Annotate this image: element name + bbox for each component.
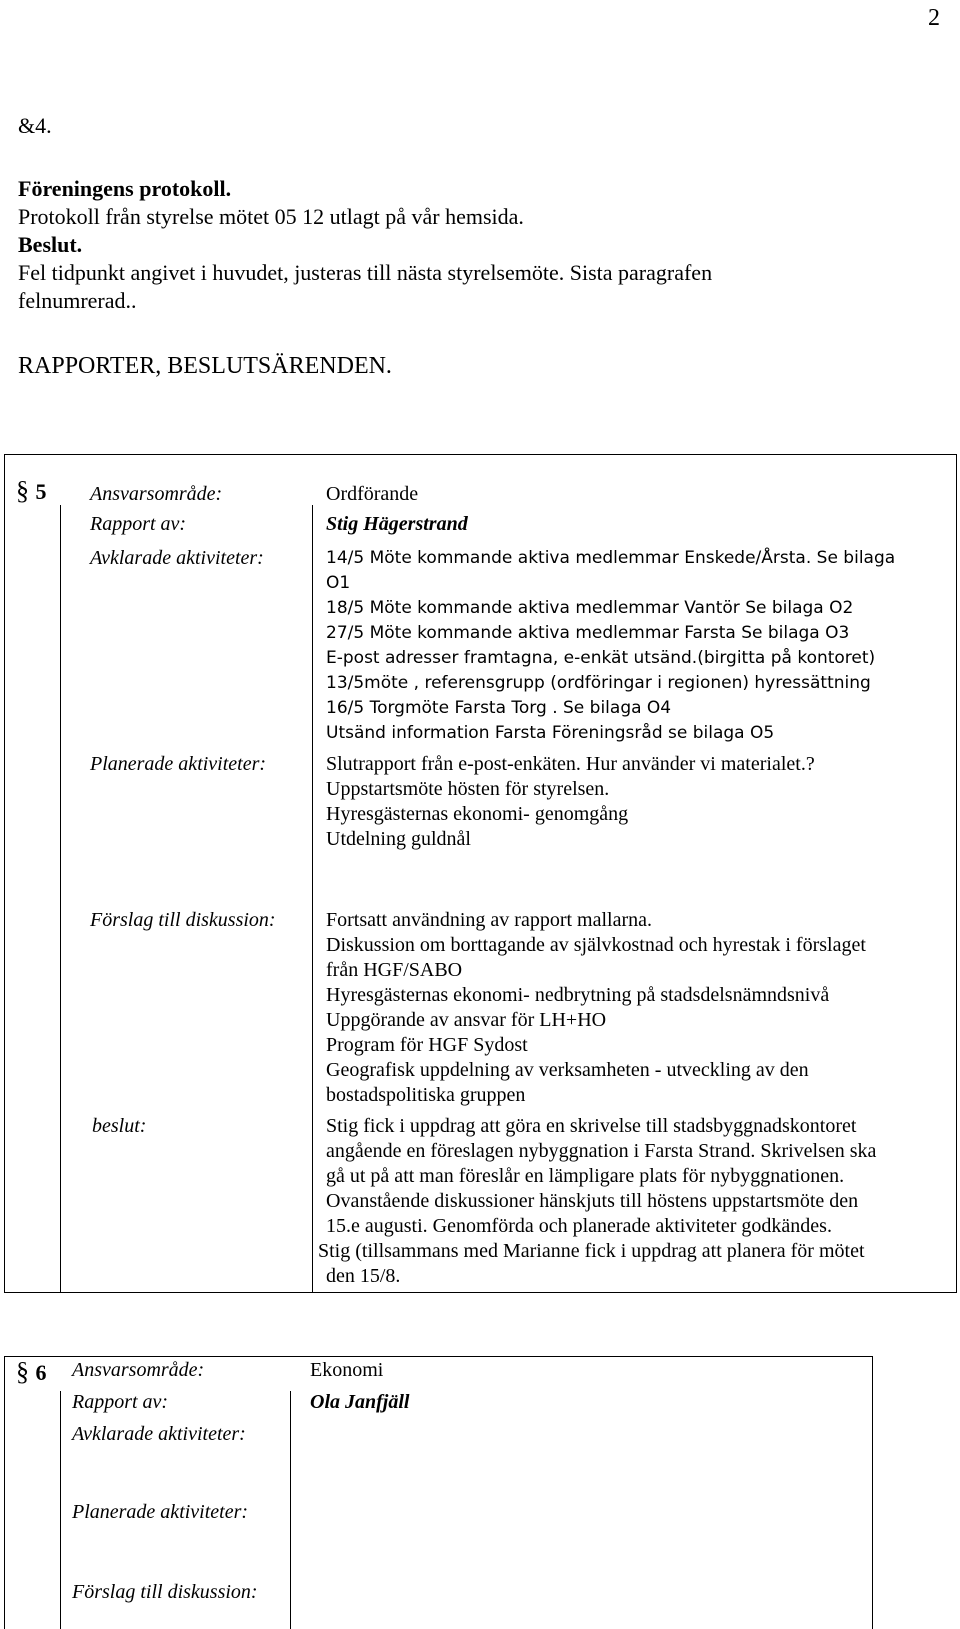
list-item: Fortsatt användning av rapport mallarna. bbox=[326, 909, 653, 931]
list-item: Hyresgästernas ekonomi- genomgång bbox=[326, 803, 629, 825]
planned-label: Planerade aktiviteter: bbox=[90, 753, 267, 775]
text-line: angående en föreslagen nybyggnation i Farsta Strand. Skrivelsen ska bbox=[326, 1140, 877, 1162]
list-item: 14/5 Möte kommande aktiva medlemmar Enskede/Årsta. Se bilaga bbox=[326, 548, 896, 568]
table-border bbox=[4, 1292, 956, 1293]
list-item: 27/5 Möte kommande aktiva medlemmar Farsta Se bilaga O3 bbox=[326, 623, 850, 643]
table-divider bbox=[312, 505, 313, 1293]
protocol-line: Fel tidpunkt angivet i huvudet, justeras till nästa styrelsemöte. Sista paragrafen bbox=[18, 260, 713, 285]
table-border bbox=[4, 454, 956, 455]
decision-label: beslut: bbox=[92, 1115, 147, 1137]
section-mark: &4. bbox=[18, 113, 52, 138]
page-number: 2 bbox=[928, 5, 940, 31]
list-item: Hyresgästernas ekonomi- nedbrytning på stadsdelsnämndsnivå bbox=[326, 984, 830, 1006]
list-item: Uppstartsmöte hösten för styrelsen. bbox=[326, 778, 610, 800]
list-item: Utdelning guldnål bbox=[326, 828, 471, 850]
list-item: Slutrapport från e-post-enkäten. Hur använder vi materialet.? bbox=[326, 753, 815, 775]
text-line: 15.e augusti. Genomförda och planerade aktiviteter godkändes. bbox=[326, 1215, 832, 1237]
table-border bbox=[956, 454, 957, 1293]
protocol-heading: Föreningens protokoll. bbox=[18, 176, 232, 201]
planned-label: Planerade aktiviteter: bbox=[72, 1501, 249, 1523]
paragraph-heading bbox=[16, 478, 47, 504]
text-line: Ovanstående diskussioner hänskjuts till höstens uppstartsmöte den bbox=[326, 1190, 859, 1212]
list-item: Diskussion om borttagande av självkostnad och hyrestak i förslaget bbox=[326, 934, 866, 956]
reports-heading: RAPPORTER, BESLUTSÄRENDEN. bbox=[18, 353, 392, 379]
table-divider bbox=[60, 505, 61, 1293]
list-item: bostadspolitiska gruppen bbox=[326, 1084, 526, 1106]
table-border bbox=[872, 1356, 873, 1629]
table-divider bbox=[290, 1391, 291, 1629]
paragraph-symbol: § bbox=[16, 476, 29, 505]
reporter-label: Rapport av: bbox=[72, 1391, 169, 1413]
done-label: Avklarade aktiviteter: bbox=[72, 1423, 246, 1445]
table-divider bbox=[60, 1391, 61, 1629]
text-line: Stig (tillsammans med Marianne fick i uppdrag att planera för mötet bbox=[318, 1240, 865, 1262]
protocol-line: Protokoll från styrelse mötet 05 12 utlagt på vår hemsida. bbox=[18, 204, 524, 229]
table-border bbox=[4, 1356, 872, 1357]
list-item: 13/5möte , referensgrupp (ordföringar i regionen) hyressättning bbox=[326, 673, 871, 693]
paragraph-heading bbox=[16, 1359, 47, 1385]
list-item: från HGF/SABO bbox=[326, 959, 463, 981]
protocol-line: felnumrerad.. bbox=[18, 288, 137, 313]
proposal-label: Förslag till diskussion: bbox=[72, 1581, 258, 1603]
list-item: Utsänd information Farsta Föreningsråd se bilaga O5 bbox=[326, 723, 775, 743]
beslut-heading: Beslut. bbox=[18, 232, 83, 257]
paragraph-number: 5 bbox=[35, 479, 47, 504]
text-line: gå ut på att man föreslår en lämpligare plats för nybyggnationen. bbox=[326, 1165, 845, 1187]
area-value: Ordförande bbox=[326, 483, 419, 505]
area-value: Ekonomi bbox=[310, 1359, 384, 1381]
list-item: 18/5 Möte kommande aktiva medlemmar Vantör Se bilaga O2 bbox=[326, 598, 854, 618]
reporter-value: Ola Janfjäll bbox=[310, 1391, 410, 1413]
reporter-value: Stig Hägerstrand bbox=[326, 513, 468, 535]
table-border bbox=[4, 454, 5, 1293]
decision-text bbox=[318, 1114, 877, 1289]
list-item: Uppgörande av ansvar för LH+HO bbox=[326, 1009, 607, 1031]
list-item: Geografisk uppdelning av verksamheten - utveckling av den bbox=[326, 1059, 809, 1081]
paragraph-symbol: § bbox=[16, 1357, 29, 1386]
done-label: Avklarade aktiviteter: bbox=[90, 547, 264, 569]
list-item: Program för HGF Sydost bbox=[326, 1034, 528, 1056]
list-item: O1 bbox=[326, 573, 351, 593]
area-label: Ansvarsområde: bbox=[72, 1359, 205, 1381]
proposal-list bbox=[326, 908, 866, 1108]
reporter-label: Rapport av: bbox=[90, 513, 187, 535]
table-border bbox=[4, 1356, 5, 1629]
list-item: E-post adresser framtagna, e-enkät utsänd.(birgitta på kontoret) bbox=[326, 648, 876, 668]
planned-list bbox=[326, 752, 815, 852]
list-item: 16/5 Torgmöte Farsta Torg . Se bilaga O4 bbox=[326, 698, 672, 718]
proposal-label: Förslag till diskussion: bbox=[90, 909, 276, 931]
text-line: Stig fick i uppdrag att göra en skrivelse till stadsbyggnadskontoret bbox=[326, 1115, 857, 1137]
area-label: Ansvarsområde: bbox=[90, 483, 223, 505]
paragraph-number: 6 bbox=[35, 1360, 47, 1385]
done-list bbox=[326, 546, 895, 746]
text-line: den 15/8. bbox=[326, 1265, 401, 1287]
